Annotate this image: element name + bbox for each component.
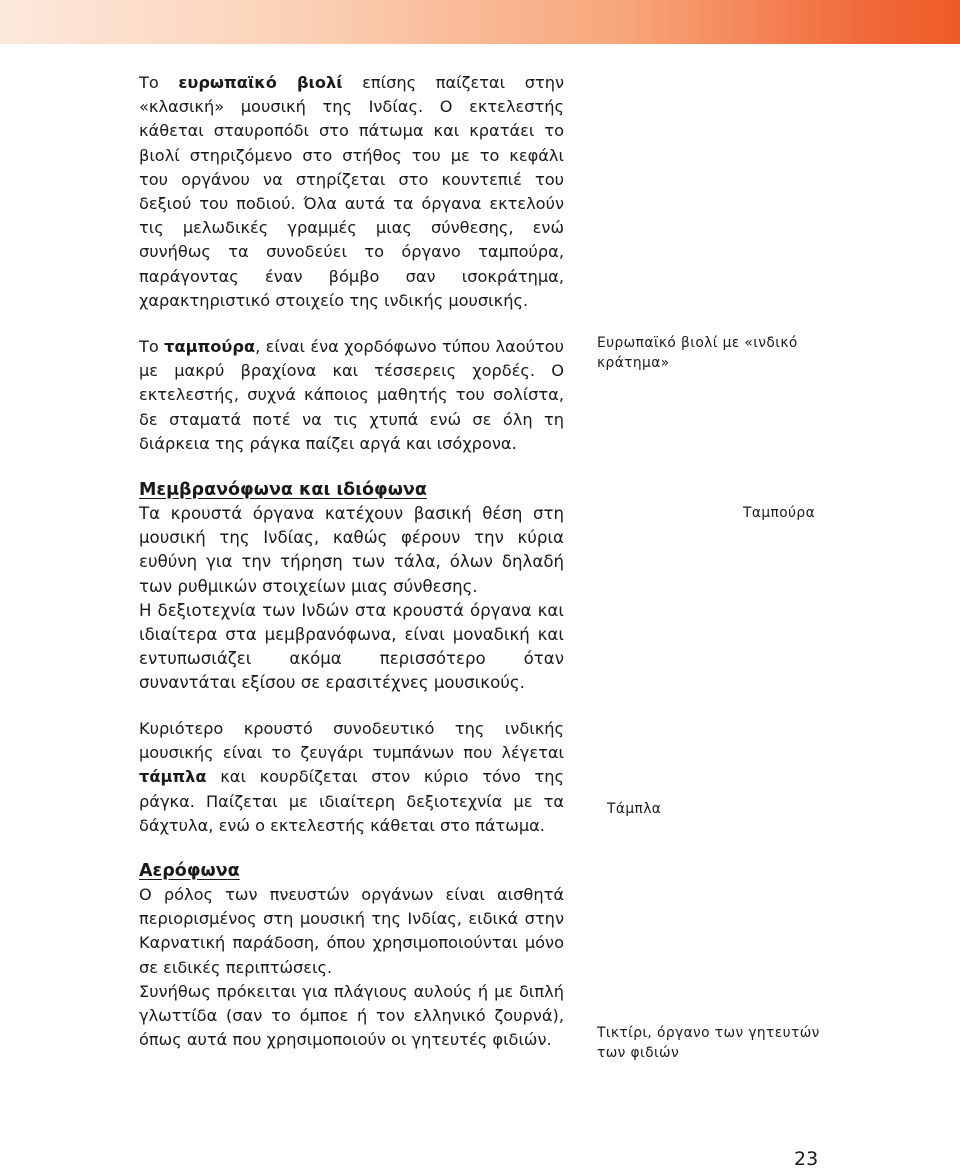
term-tambura: ταμπούρα — [164, 337, 256, 356]
section-tabla — [139, 717, 564, 838]
header-gradient-bar — [0, 0, 960, 44]
paragraph-tabla: Κυριότερο κρουστό συνοδευτικό της ινδικής μουσικής είναι το ζευγάρι τυμπάνων που λέγεται τάμπλα και κουρδίζεται στον κύριο τόνο της ράγκα. Παίζεται με ιδιαίτερη δεξιοτεχνία με τα δάχτυλα, ενώ ο εκτελεστής κάθεται στο πάτωμα. — [139, 719, 564, 835]
paragraph-tambura: Το ταμπούρα, είναι ένα χορδόφωνο τύπου λαούτου με μακρύ βραχίονα και τέσσερεις χορδές. Ο εκτελεστής, συχνά κάποιος μαθητής του σολίστα, δε σταματά ποτέ να τις χτυπά ενώ σε όλη τη διάρκεια της ράγκα παίζει αργά και ισόχρονα. — [139, 337, 565, 453]
heading-membranophones: Μεμβρανόφωνα και ιδιόφωνα — [139, 480, 427, 500]
section-tambura — [139, 335, 564, 456]
caption-pungi: Τικτίρι, όργανο των γητευτών των φιδιών — [597, 1025, 820, 1061]
paragraph-percussion-role: Τα κρουστά όργανα κατέχουν βασική θέση στη μουσική της Ινδίας, καθώς φέρουν την κύρια ευθύνη για την τήρηση των τάλα, όλων δηλαδή των ρυθμικών στοιχείων μιας σύνθεσης. — [139, 504, 564, 596]
paragraph-percussion-virtuosity: Η δεξιοτεχνία των Ινδών στα κρουστά όργανα και ιδιαίτερα στα μεμβρανόφωνα, είναι μοναδική και εντυπωσιάζει ακόμα περισσότερο όταν συναντάται εξίσου σε ερασιτέχνες μουσικούς. — [139, 600, 564, 693]
caption-tambura: Ταμπούρα — [743, 505, 816, 521]
term-tabla: τάμπλα — [139, 767, 207, 787]
term-european-violin: ευρωπαϊκό βιολί — [178, 73, 343, 92]
heading-aerophones: Αερόφωνα — [139, 861, 240, 881]
paragraph-european-violin: Το ευρωπαϊκό βιολί επίσης παίζεται στην «κλασική» μουσική της Ινδίας. Ο εκτελεστής κάθεται σταυροπόδι στο πάτωμα και κρατάει το βιολί στηριζόμενο στο στήθος του με το κεφάλι του οργάνου να στηρίζεται στο κουντεπιέ του δεξιού του ποδιού. Όλα αυτά τα όργανα εκτελούν τις μελωδικές γραμμές μιας σύνθεσης, ενώ συνήθως τα συνοδεύει το όργανο ταμπούρα, παράγοντας έναν βόμβο σαν ισοκράτημα, χαρακτηριστικό στοιχείο της ινδικής μουσικής. — [139, 73, 564, 310]
paragraph-aerophones-types: Συνήθως πρόκειται για πλάγιους αυλούς ή με διπλή γλωττίδα (σαν το όμποε ή τον ελληνικό ζουρνά), όπως αυτά που χρησιμοποιούν οι γητευτές φιδιών. — [139, 981, 564, 1050]
caption-violin: Ευρωπαϊκό βιολί με «ινδικό κράτημα» — [597, 335, 798, 371]
section-strings — [139, 71, 564, 313]
paragraph-aerophones-role: Ο ρόλος των πνευστών οργάνων είναι αισθητά περιορισμένος στη μουσική της Ινδίας, ειδικά στην Καρνατική παράδοση, όπου χρησιμοποιούνται μόνο σε ειδικές περιπτώσεις. — [139, 885, 564, 977]
caption-tabla: Τάμπλα — [607, 801, 662, 817]
section-percussion — [139, 478, 564, 696]
section-aerophones — [139, 859, 564, 1052]
page-number: 23 — [794, 1148, 819, 1170]
